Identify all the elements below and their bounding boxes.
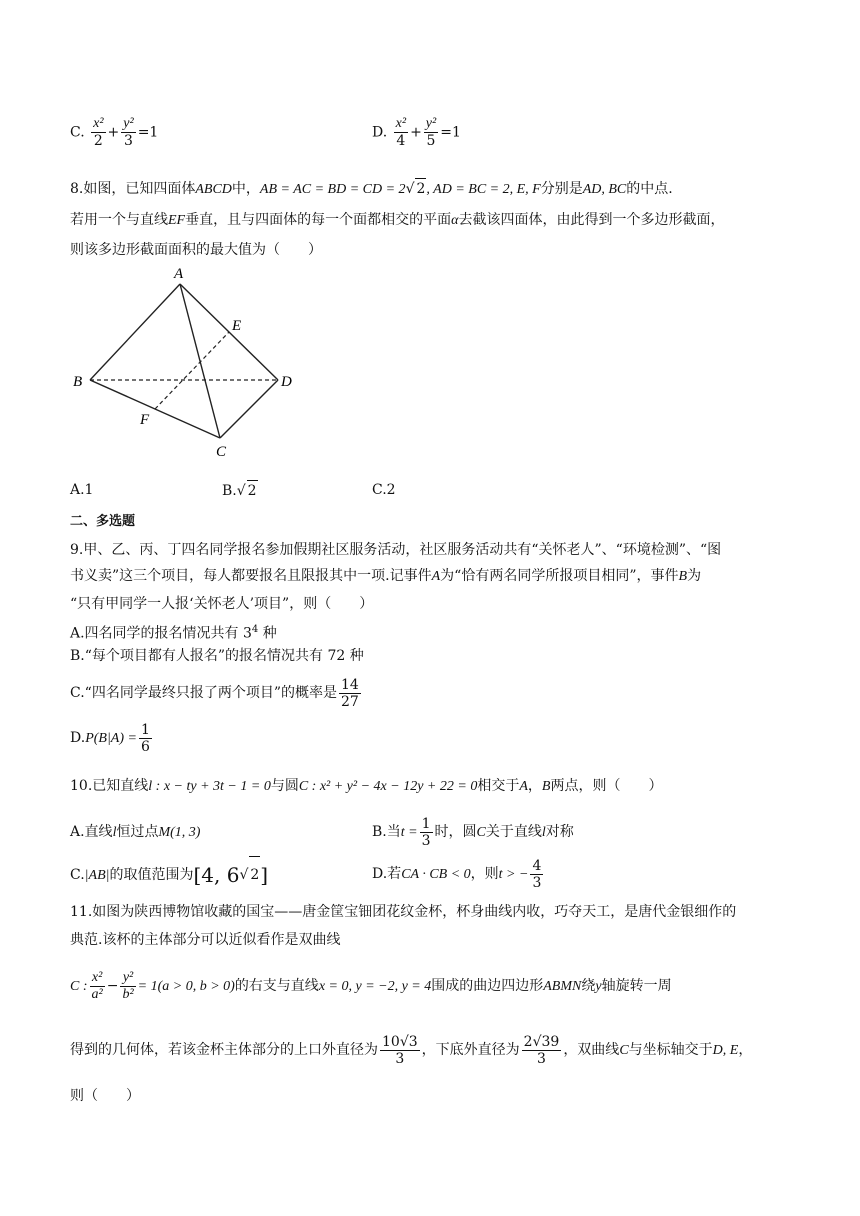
equation-rhs: =1 <box>137 124 159 141</box>
fraction <box>120 970 135 1003</box>
text: 若用一个与直线 <box>70 212 168 228</box>
text: 垂直，且与四面体的每一个面都相交的平面 <box>185 212 452 228</box>
text: 得到的几何体，若该金杯主体部分的上口外直径为 <box>70 1042 378 1058</box>
math: C : <box>70 979 88 994</box>
text: 相交于 <box>477 778 520 794</box>
text: 的取值范围为 <box>109 867 194 883</box>
vertex-label-b: B <box>73 374 83 390</box>
q10-option-a <box>70 814 200 851</box>
q8-line-2 <box>70 210 724 231</box>
denominator: 6 <box>140 738 150 755</box>
math: C <box>619 1043 629 1058</box>
option-text: 种 <box>258 625 277 642</box>
option-text: C.2 <box>372 482 396 498</box>
fraction <box>339 677 361 710</box>
q11-line-2 <box>70 930 340 950</box>
option-label: D. <box>70 730 86 746</box>
denominator: 3 <box>395 1050 405 1067</box>
math: l <box>541 825 546 840</box>
text: 10.已知直线 <box>70 778 149 794</box>
q8-option-b: B.√ 2 <box>222 480 258 501</box>
text: ， <box>527 778 542 794</box>
text: ，则 <box>470 866 499 882</box>
numerator: y² <box>120 970 135 987</box>
math: x = 0, y = −2, y = 4 <box>318 979 432 994</box>
edge-ab <box>90 284 180 380</box>
q11-line-5 <box>70 1086 140 1106</box>
math: [4, 6 <box>193 863 240 887</box>
text: 轴旋转一周 <box>601 978 672 994</box>
denominator: 5 <box>426 133 436 149</box>
fraction <box>90 970 105 1003</box>
operator: − <box>106 978 119 994</box>
q10-option-c: C.|AB|的取值范围为[4, 6√ 2] <box>70 856 268 894</box>
math: A <box>431 569 441 584</box>
text: 的右支与直线 <box>234 978 319 994</box>
denominator: 4 <box>396 133 406 149</box>
text: 绕 <box>581 978 596 994</box>
q10-line-1 <box>70 776 662 797</box>
fraction <box>121 116 135 149</box>
fraction <box>420 816 433 849</box>
option-text: C.“四名同学最终只报了两个项目”的概率是 <box>70 685 337 701</box>
fraction <box>530 858 543 891</box>
text: 则（ ） <box>70 1088 140 1104</box>
math: P(B|A) = <box>85 731 137 746</box>
denominator: 3 <box>124 133 133 149</box>
math: EF <box>168 213 186 228</box>
numerator: 1 <box>421 815 431 832</box>
q8-line-3 <box>70 240 322 260</box>
denominator: b² <box>122 986 134 1002</box>
numerator: 4 <box>532 857 542 874</box>
text: 典范.该杯的主体部分可以近似看作是双曲线 <box>70 932 341 948</box>
edge-ac <box>180 284 220 438</box>
tetrahedron-figure <box>70 262 300 462</box>
q9-line-3 <box>70 594 373 614</box>
text: A.直线 <box>70 824 113 840</box>
math: AB = AC = BD = CD = 2 <box>259 182 406 197</box>
text: C. <box>70 867 85 883</box>
numerator: x² <box>395 116 407 131</box>
q8-option-a <box>70 480 93 500</box>
text: D.若 <box>372 866 402 882</box>
option-label: C. <box>70 124 85 141</box>
equation-rhs: =1 <box>440 124 461 141</box>
fraction <box>91 116 105 149</box>
math: A <box>519 779 528 794</box>
math: ] <box>260 863 269 887</box>
text: 与圆 <box>270 778 299 794</box>
text: 中， <box>231 181 260 197</box>
vertex-label-c: C <box>216 444 227 460</box>
math: C : x² + y² − 4x − 12y + 22 = 0 <box>298 779 478 794</box>
radicand: 2 <box>415 178 426 199</box>
q9-option-d <box>70 720 154 757</box>
q8-option-c <box>372 480 396 500</box>
radicand: 2 <box>249 856 260 893</box>
math: ABCD <box>195 182 232 197</box>
option-text: B.“每个项目都有人报名”的报名情况共有 72 种 <box>70 648 364 664</box>
q9-line-1 <box>70 540 721 560</box>
numerator: 10√3 <box>382 1033 418 1050</box>
math: |AB| <box>84 868 110 883</box>
option-text: A.四名同学的报名情况共有 3 <box>70 625 252 642</box>
math: D, E <box>712 1043 739 1058</box>
text: ， <box>738 1042 753 1058</box>
text: B.当 <box>372 824 401 840</box>
text: 为“恰有两名同学所报项目相同”，事件 <box>440 568 679 584</box>
math: l : x − ty + 3t − 1 = 0 <box>148 779 271 794</box>
numerator: y² <box>425 116 437 131</box>
text: 与坐标轴交于 <box>628 1042 713 1058</box>
math: C <box>476 825 486 840</box>
q10-option-b <box>372 814 574 851</box>
math: l <box>112 825 117 840</box>
math: , AD = BC = 2, E, F <box>426 182 541 197</box>
edge-cd <box>220 380 278 438</box>
q10-option-d <box>372 856 545 893</box>
text: “只有甲同学一人报‘关怀老人’项目”，则（ ） <box>70 596 374 612</box>
math: CA · CB < 0 <box>401 867 471 882</box>
math: = 1(a > 0, b > 0) <box>137 979 235 994</box>
section-heading: 二、多选题 <box>70 514 136 529</box>
vertex-label-d: D <box>281 374 292 390</box>
point-label-e: E <box>232 318 242 334</box>
denominator: 2 <box>93 133 103 149</box>
text: 则该多边形截面面积的最大值为（ ） <box>70 242 322 258</box>
q8-line-1: 8.如图，已知四面体ABCD中，AB = AC = BD = CD = 2√ 2, AD = BC = 2, E, F分别是AD, BC的中点. <box>70 178 673 200</box>
fraction <box>424 116 438 149</box>
q7-option-d: D. $\frac{\text{x²}}{4}$ + $\frac{\text{y²}}{5}$ =1 <box>372 116 461 149</box>
numerator: 14 <box>340 676 359 693</box>
text: 去截该四面体，由此得到一个多边形截面， <box>458 212 725 228</box>
superscript: 4 <box>251 624 259 635</box>
text: 的中点. <box>626 181 673 197</box>
fraction <box>380 1034 420 1067</box>
q11-line-3 <box>70 966 672 1007</box>
text: 围成的曲边四边形 <box>431 978 544 994</box>
denominator: 3 <box>537 1050 546 1067</box>
q9-option-c <box>70 675 363 711</box>
text: 恒过点 <box>116 824 159 840</box>
text: 为 <box>687 568 702 584</box>
text: 9.甲、乙、丙、丁四名同学报名参加假期社区服务活动，社区服务活动共有“关怀老人”、“环境检测”、“图 <box>70 542 722 558</box>
point-label-f: F <box>140 412 150 428</box>
math: ABMN <box>543 979 582 994</box>
text: 书义卖”这三个项目，每人都要报名且限报其中一项.记事件 <box>70 568 432 584</box>
text: 8.如图，已知四面体 <box>70 181 196 197</box>
text: ，双曲线 <box>563 1042 620 1058</box>
fraction <box>394 116 408 149</box>
fraction <box>139 722 152 755</box>
denominator: 3 <box>532 874 542 891</box>
q9-option-b <box>70 646 364 666</box>
q9-line-2 <box>70 566 701 587</box>
numerator: 2√39 <box>523 1033 560 1050</box>
math: B <box>678 569 688 584</box>
text: 时，圆 <box>434 824 477 840</box>
text: 关于直线 <box>485 824 542 840</box>
text: 11.如图为陕西博物馆收藏的国宝——唐金筐宝钿团花纹金杯，杯身曲线内收，巧夺天工，是唐代金银细作的 <box>70 904 737 920</box>
option-label: D. <box>372 124 388 141</box>
math: M(1, 3) <box>158 825 201 840</box>
text: 两点，则（ ） <box>550 778 663 794</box>
math: AD, BC <box>582 182 627 197</box>
numerator: y² <box>123 116 134 131</box>
option-label: B. <box>222 483 237 499</box>
option-text: A.1 <box>70 482 94 498</box>
q9-option-a <box>70 620 277 644</box>
math: B <box>541 779 551 794</box>
math: t = <box>400 825 418 840</box>
numerator: x² <box>90 970 105 987</box>
q11-line-4 <box>70 1030 752 1071</box>
q11-line-1 <box>70 902 736 922</box>
denominator: 3 <box>421 832 431 849</box>
q7-option-c: C. $\frac{\text{x²}}{2}$ + $\frac{\text{y²}}{3}$ =1 <box>70 116 159 149</box>
radicand: 2 <box>247 480 258 501</box>
numerator: x² <box>93 116 104 131</box>
denominator: a² <box>91 986 103 1002</box>
text: ，下底外直径为 <box>421 1042 520 1058</box>
denominator: 27 <box>340 693 359 710</box>
fraction <box>522 1034 562 1067</box>
segment-ef-hidden <box>155 332 229 409</box>
text: 分别是 <box>540 181 583 197</box>
numerator: 1 <box>140 721 150 738</box>
math: α <box>451 213 459 228</box>
math: t > − <box>498 867 529 882</box>
text: 对称 <box>545 824 574 840</box>
vertex-label-a: A <box>174 266 184 282</box>
math: y <box>595 979 602 994</box>
